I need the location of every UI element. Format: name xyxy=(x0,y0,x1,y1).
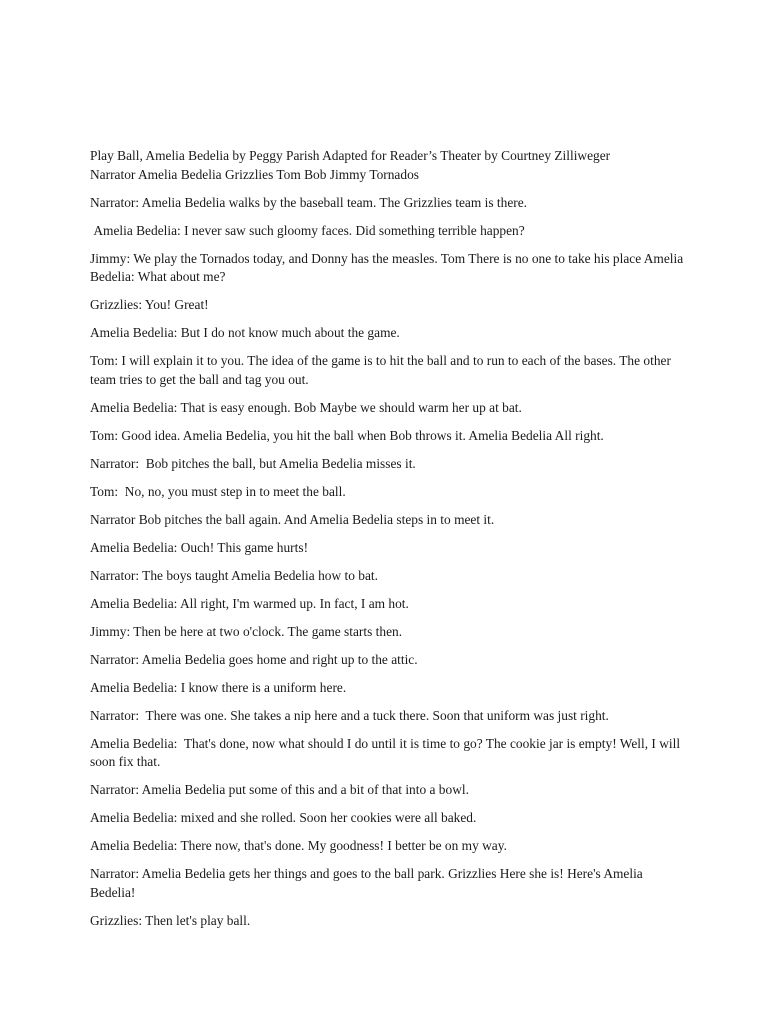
script-line: Tom: Good idea. Amelia Bedelia, you hit the ball when Bob throws it. Amelia Bedelia All right. xyxy=(90,427,604,443)
script-line: Jimmy: We play the Tornados today, and Donny has the measles. Tom There is no one to take his place Amelia Bedelia: What about me? xyxy=(90,250,687,284)
script-line: Grizzlies: You! Great! xyxy=(90,297,209,312)
script-line: Tom: No, no, you must step in to meet the ball. xyxy=(90,483,346,499)
cast-list: Narrator Amelia Bedelia Grizzlies Tom Bob Jimmy Tornados xyxy=(90,166,419,182)
script-line: Narrator: Amelia Bedelia gets her things and goes to the ball park. Grizzlies Here she is! Here's Amelia Bedelia! xyxy=(90,866,647,900)
script-line: Narrator: There was one. She takes a nip here and a tuck there. Soon that uniform was just right. xyxy=(90,707,609,723)
title-block xyxy=(90,147,686,184)
document-title: Play Ball, Amelia Bedelia by Peggy Parish Adapted for Reader’s Theater by Courtney Zilliweger xyxy=(90,148,611,163)
script-line: Amelia Bedelia: That is easy enough. Bob Maybe we should warm her up at bat. xyxy=(90,399,522,415)
document-page xyxy=(90,147,686,940)
script-line: Amelia Bedelia: That's done, now what should I do until it is time to go? The cookie jar is empty! Well, I will soon fix that. xyxy=(90,735,684,769)
script-line: Amelia Bedelia: There now, that's done. My goodness! I better be on my way. xyxy=(90,838,507,853)
script-line: Amelia Bedelia: Ouch! This game hurts! xyxy=(90,539,309,555)
script-line: Amelia Bedelia: I know there is a uniform here. xyxy=(90,679,347,695)
script-line: Narrator: The boys taught Amelia Bedelia how to bat. xyxy=(90,567,378,583)
script-line: Narrator: Bob pitches the ball, but Amelia Bedelia misses it. xyxy=(90,455,416,471)
script-line: Grizzlies: Then let's play ball. xyxy=(90,912,251,928)
script-line: Amelia Bedelia: mixed and she rolled. Soon her cookies were all baked. xyxy=(90,810,477,825)
script-line: Narrator: Amelia Bedelia goes home and right up to the attic. xyxy=(90,651,418,667)
script-line: Narrator: Amelia Bedelia walks by the baseball team. The Grizzlies team is there. xyxy=(90,194,528,210)
script-line: Amelia Bedelia: But I do not know much about the game. xyxy=(90,325,400,340)
script-line: Narrator: Amelia Bedelia put some of this and a bit of that into a bowl. xyxy=(90,782,469,797)
script-line: Amelia Bedelia: All right, I'm warmed up. In fact, I am hot. xyxy=(90,595,409,611)
script-line: Jimmy: Then be here at two o'clock. The game starts then. xyxy=(90,623,403,639)
script-line: Tom: I will explain it to you. The idea of the game is to hit the ball and to run to each of the bases. The other team tries to get the ball and tag you out. xyxy=(90,353,675,387)
script-line: Amelia Bedelia: I never saw such gloomy faces. Did something terrible happen? xyxy=(90,222,525,238)
script-line: Narrator Bob pitches the ball again. And Amelia Bedelia steps in to meet it. xyxy=(90,511,495,527)
